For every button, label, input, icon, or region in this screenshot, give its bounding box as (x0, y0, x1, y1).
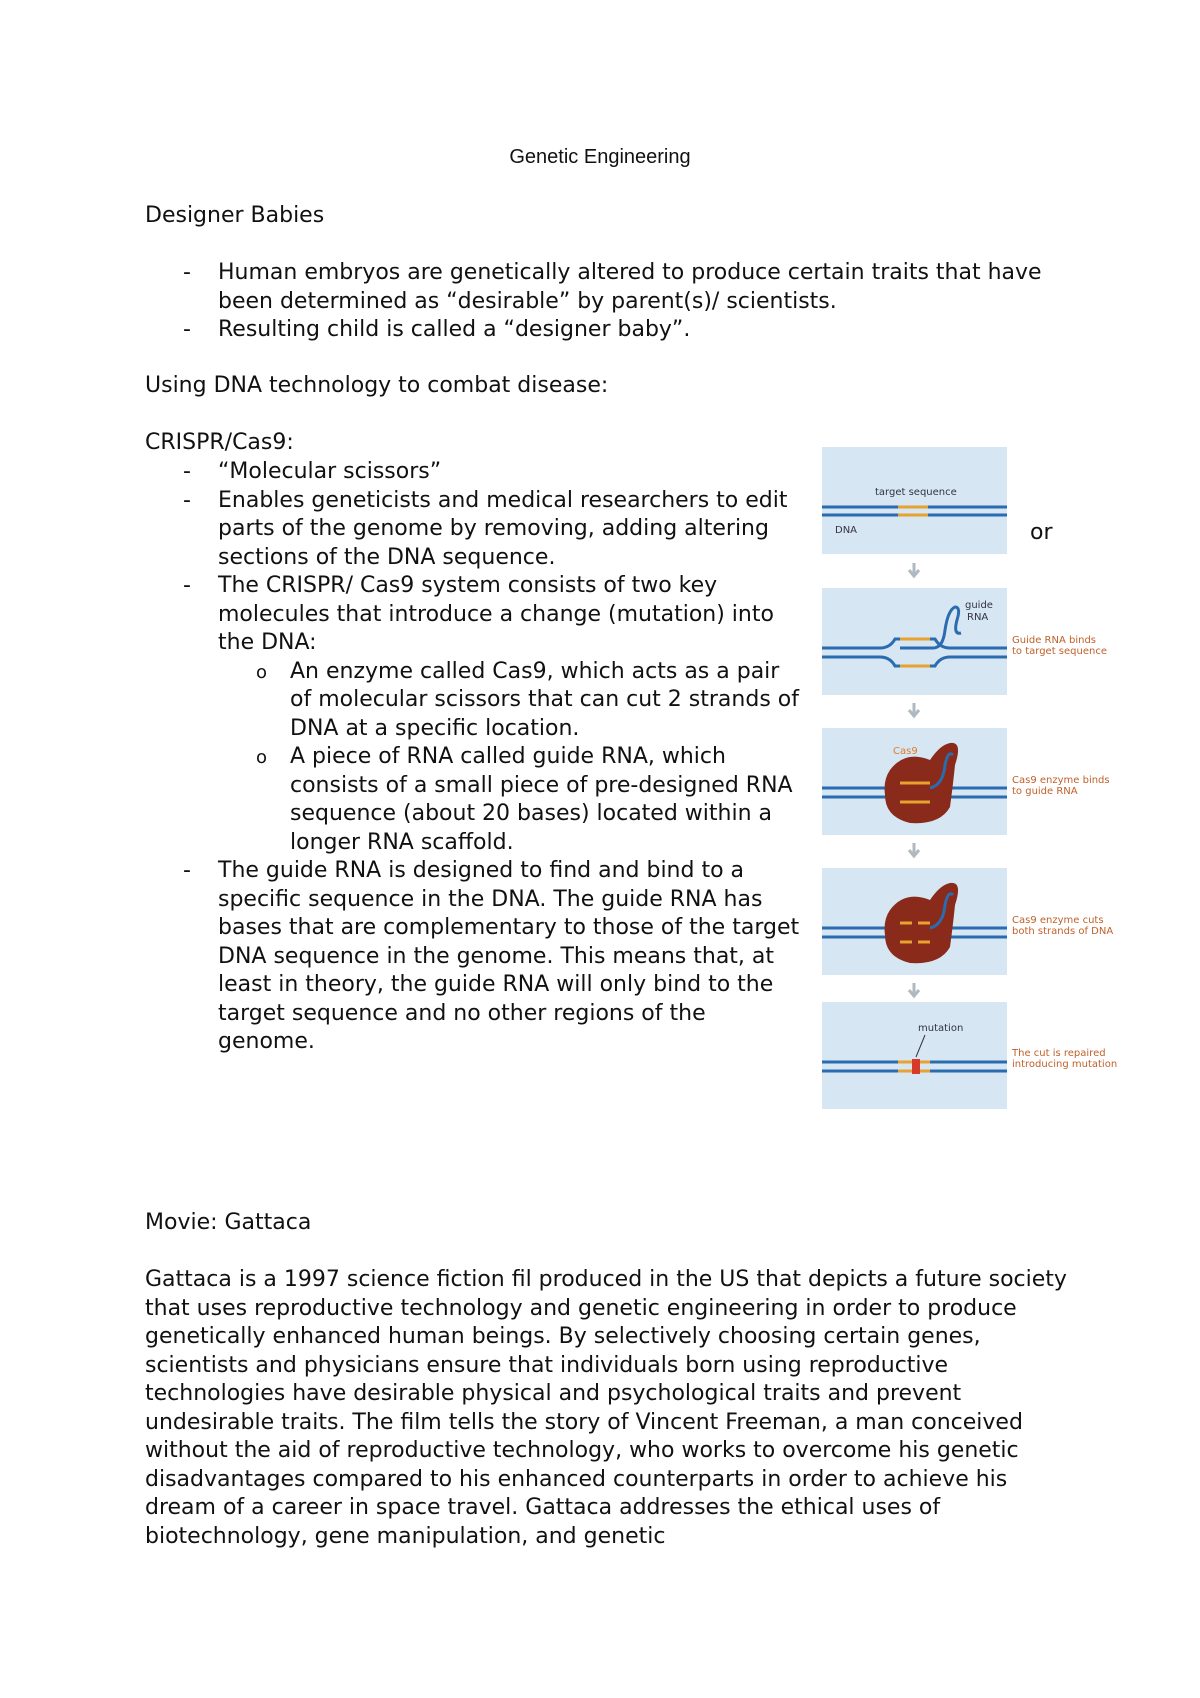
page-title: Genetic Engineering (509, 146, 691, 168)
crispr-list (145, 458, 805, 1057)
arrow-down-icon (909, 843, 919, 856)
step3-caption-2: to guide RNA (1012, 786, 1078, 797)
sub-list-item: o A piece of RNA called guide RNA, which consists of a small piece of pre-designed RNA sequence (about 20 bases) located within a longer RNA scaffold. (218, 743, 805, 857)
list-item: - Enables geneticists and medical researchers to edit parts of the genome by removing, adding altering sections of the DNA sequence. (145, 487, 805, 573)
arrow-down-icon (909, 563, 919, 576)
or-label: or (1030, 520, 1053, 545)
list-item: - The guide RNA is designed to find and bind to a specific sequence in the DNA. The guide RNA has bases that are complementary to those of the target DNA sequence in the genome. This means that, at least in theory, the guide RNA will only bind to the target sequence and no other regions of the genome. (145, 857, 805, 1057)
list-item: - Resulting child is called a “designer baby”. (145, 316, 1075, 345)
dna-tech-heading: Using DNA technology to combat disease: (145, 373, 609, 398)
mutation-label: mutation (918, 1023, 964, 1034)
dna-label: DNA (835, 525, 858, 536)
step4-caption-2: both strands of DNA (1012, 926, 1114, 937)
diagram-panel-cas9-binds (822, 728, 1007, 835)
crispr-heading: CRISPR/Cas9: (145, 430, 294, 455)
arrow-down-icon (909, 703, 919, 716)
list-item (145, 572, 805, 857)
sub-list (218, 658, 805, 858)
list-item: - Human embryos are genetically altered to produce certain traits that have been determined as “desirable” by parent(s)/ scientists. (145, 259, 1075, 316)
step4-caption-1: Cas9 enzyme cuts (1012, 915, 1104, 926)
list-item: - “Molecular scissors” (145, 458, 805, 487)
step2-caption-1: Guide RNA binds (1012, 635, 1097, 646)
diagram-panel-target (822, 447, 1007, 554)
arrow-down-icon (909, 983, 919, 996)
step2-caption-2: to target sequence (1012, 646, 1107, 657)
diagram-panel-guide-binds (822, 588, 1007, 695)
movie-body: Gattaca is a 1997 science fiction fil produced in the US that depicts a future society that uses reproductive technology and genetic engineering in order to produce genetically enhanced human beings. By selectively choosing certain genes, scientists and physicians ensure that individuals born using reproductive technologies have desirable physical and psychological traits and prevent undesirable traits. The film tells the story of Vincent Freeman, a man conceived without the aid of reproductive technology, who works to overcome his genetic disadvantages compared to his enhanced counterparts in order to achieve his dream of a career in space travel. Gattaca addresses the ethical uses of biotechnology, gene manipulation, and genetic (145, 1267, 1067, 1549)
guide-rna-label-1: guide (965, 600, 993, 611)
step3-caption-1: Cas9 enzyme binds (1012, 775, 1110, 786)
diagram-panel-mutation (822, 1002, 1007, 1109)
movie-heading: Movie: Gattaca (145, 1210, 312, 1235)
target-sequence-label: target sequence (875, 487, 957, 498)
list-item-text: The CRISPR/ Cas9 system consists of two key molecules that introduce a change (mutation) into the DNA: (218, 573, 774, 655)
designer-babies-list (145, 259, 1075, 345)
step5-caption-1: The cut is repaired (1012, 1048, 1106, 1059)
diagram-panel-cas9-cuts (822, 868, 1007, 975)
cas9-label: Cas9 (893, 746, 918, 757)
crispr-diagram (815, 445, 1145, 1110)
guide-rna-label-2: RNA (967, 612, 989, 623)
designer-babies-heading: Designer Babies (145, 203, 325, 228)
step5-caption-2: introducing mutation (1012, 1059, 1118, 1070)
sub-list-item: o An enzyme called Cas9, which acts as a pair of molecular scissors that can cut 2 strands of DNA at a specific location. (218, 658, 805, 744)
